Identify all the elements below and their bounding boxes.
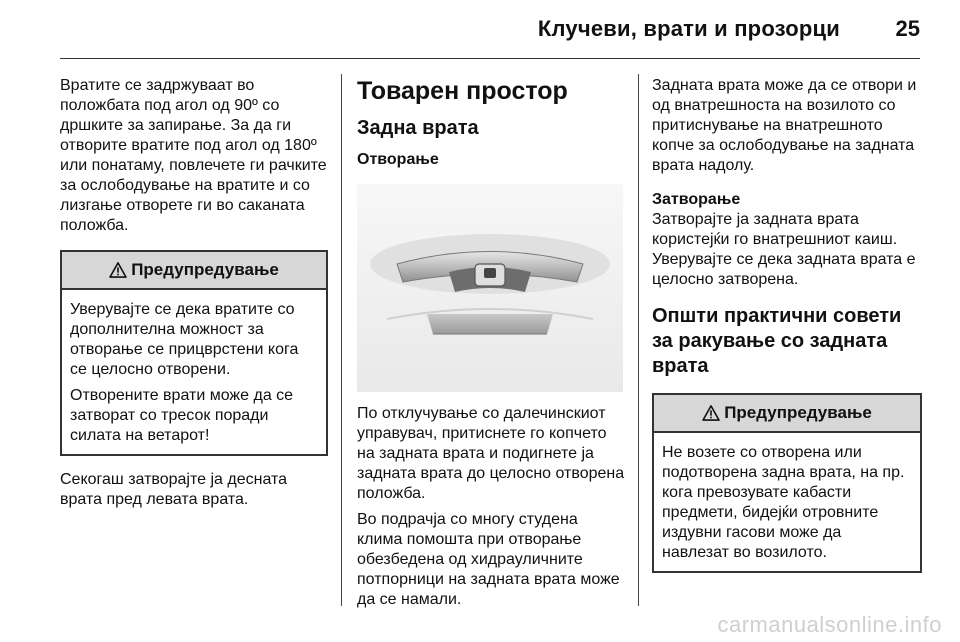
cold-climate-paragraph: Во подрачја со многу студена клима помошта при отворање обезбедена од хидрауличните потпорници на задната врата може да се намали. [357, 511, 620, 608]
column-right [652, 76, 922, 573]
column-left [60, 76, 328, 510]
page-number: 25 [895, 16, 920, 41]
warning-triangle-icon [109, 262, 127, 278]
subsection-title: Задна врата [357, 117, 479, 139]
header-rule [60, 58, 920, 59]
watermark-brand: carmanualsonline.info [717, 612, 942, 637]
warning-paragraph: Отворените врати може да се затворат со тресок поради силата на ветарот! [70, 387, 294, 444]
warning-header [62, 252, 326, 290]
section-title: Товарен простор [357, 77, 568, 105]
opening-heading: Отворање [357, 151, 439, 168]
warning-box-doors [60, 250, 328, 456]
page-header-title: Клучеви, врати и прозорци [537, 16, 840, 41]
warning-header [654, 395, 920, 433]
warning-body [62, 290, 326, 454]
warning-paragraph: Не возете со отворена или подотворена задна врата, на пр. кога превозувате кабасти предмети, бидејќи отровните издувни гасови може да навлезат во возилото. [662, 444, 905, 561]
closing-heading: Затворање [652, 191, 741, 208]
opening-paragraph: По отклучување со далечинскиот управувач, притиснете го копчето на задната врата и подигнете ја задната врата до целосно отворена положба. [357, 405, 625, 502]
warning-box-tailgate [652, 393, 922, 573]
column-divider-1 [341, 74, 342, 606]
warning-triangle-icon [702, 405, 720, 421]
column-divider-2 [638, 74, 639, 606]
warning-paragraph: Уверувајте се дека вратите со дополнителна можност за отворање се прицврстени кога се целосно отворени. [70, 301, 299, 378]
closing-paragraph: Затворајте ја задната врата користејќи го внатрешниот каиш. Уверувајте се дека задната врата е целосно затворена. [652, 211, 916, 288]
warning-body [654, 433, 920, 571]
warning-title: Предупредување [724, 403, 872, 422]
column-middle [357, 76, 627, 610]
warning-title: Предупредување [131, 260, 279, 279]
intro-paragraph: Вратите се задржуваат во положбата под агол од 90º со дршките за запирање. За да ги отворите вратите под агол од 180º или понатаму, повлечете ги рачките за ослободување на вратите и со лизгање отворете ги во саканата положба. [60, 77, 327, 234]
tailgate-handle-illustration [357, 184, 623, 392]
tailgate-handle-drawing [357, 184, 623, 392]
tips-heading: Општи практични совети за ракување со задната врата [652, 305, 902, 377]
inside-release-paragraph: Задната врата може да се отвори и од внатрешноста на возилото со притиснување на внатрешното копче за ослободување на задната врата надолу. [652, 77, 917, 174]
closing-order-paragraph: Секогаш затворајте ја десната врата пред левата врата. [60, 471, 288, 508]
